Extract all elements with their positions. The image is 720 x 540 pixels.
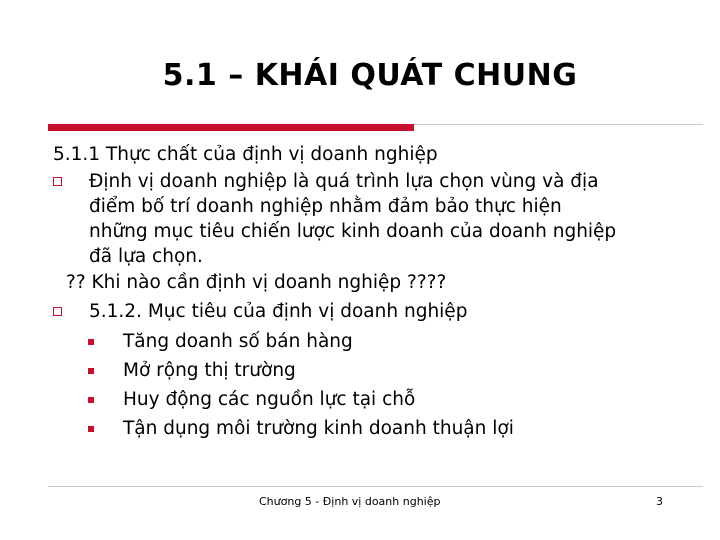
footer-chapter: Chương 5 - Định vị doanh nghiệp bbox=[259, 495, 441, 508]
slide-title: 5.1 – KHÁI QUÁT CHUNG bbox=[162, 58, 578, 93]
goal-item: Tăng doanh số bán hàng bbox=[123, 331, 353, 352]
definition-line: những mục tiêu chiến lược kinh doanh của doanh nghiệp bbox=[89, 221, 617, 242]
definition-line: Định vị doanh nghiệp là quá trình lựa chọn vùng và địa bbox=[89, 171, 599, 192]
hollow-square-bullet-icon bbox=[53, 307, 62, 316]
footer-divider bbox=[48, 486, 703, 487]
filled-square-bullet-icon bbox=[88, 426, 94, 432]
definition-line: điểm bố trí doanh nghiệp nhằm đảm bảo thực hiện bbox=[89, 196, 562, 217]
section-heading: 5.1.1 Thực chất của định vị doanh nghiệp bbox=[53, 144, 438, 165]
filled-square-bullet-icon bbox=[88, 368, 94, 374]
filled-square-bullet-icon bbox=[88, 339, 94, 345]
title-accent-bar bbox=[48, 124, 414, 131]
question-line: ?? Khi nào cần định vị doanh nghiệp ???? bbox=[66, 272, 447, 293]
goal-item: Mở rộng thị trường bbox=[123, 360, 296, 381]
goal-item: Huy động các nguồn lực tại chỗ bbox=[123, 389, 416, 410]
filled-square-bullet-icon bbox=[88, 397, 94, 403]
definition-line: đã lựa chọn. bbox=[89, 246, 203, 267]
page-number: 3 bbox=[656, 495, 663, 508]
hollow-square-bullet-icon bbox=[53, 177, 62, 186]
goal-item: Tận dụng môi trường kinh doanh thuận lợi bbox=[123, 418, 514, 439]
goals-heading: 5.1.2. Mục tiêu của định vị doanh nghiệp bbox=[89, 301, 468, 322]
